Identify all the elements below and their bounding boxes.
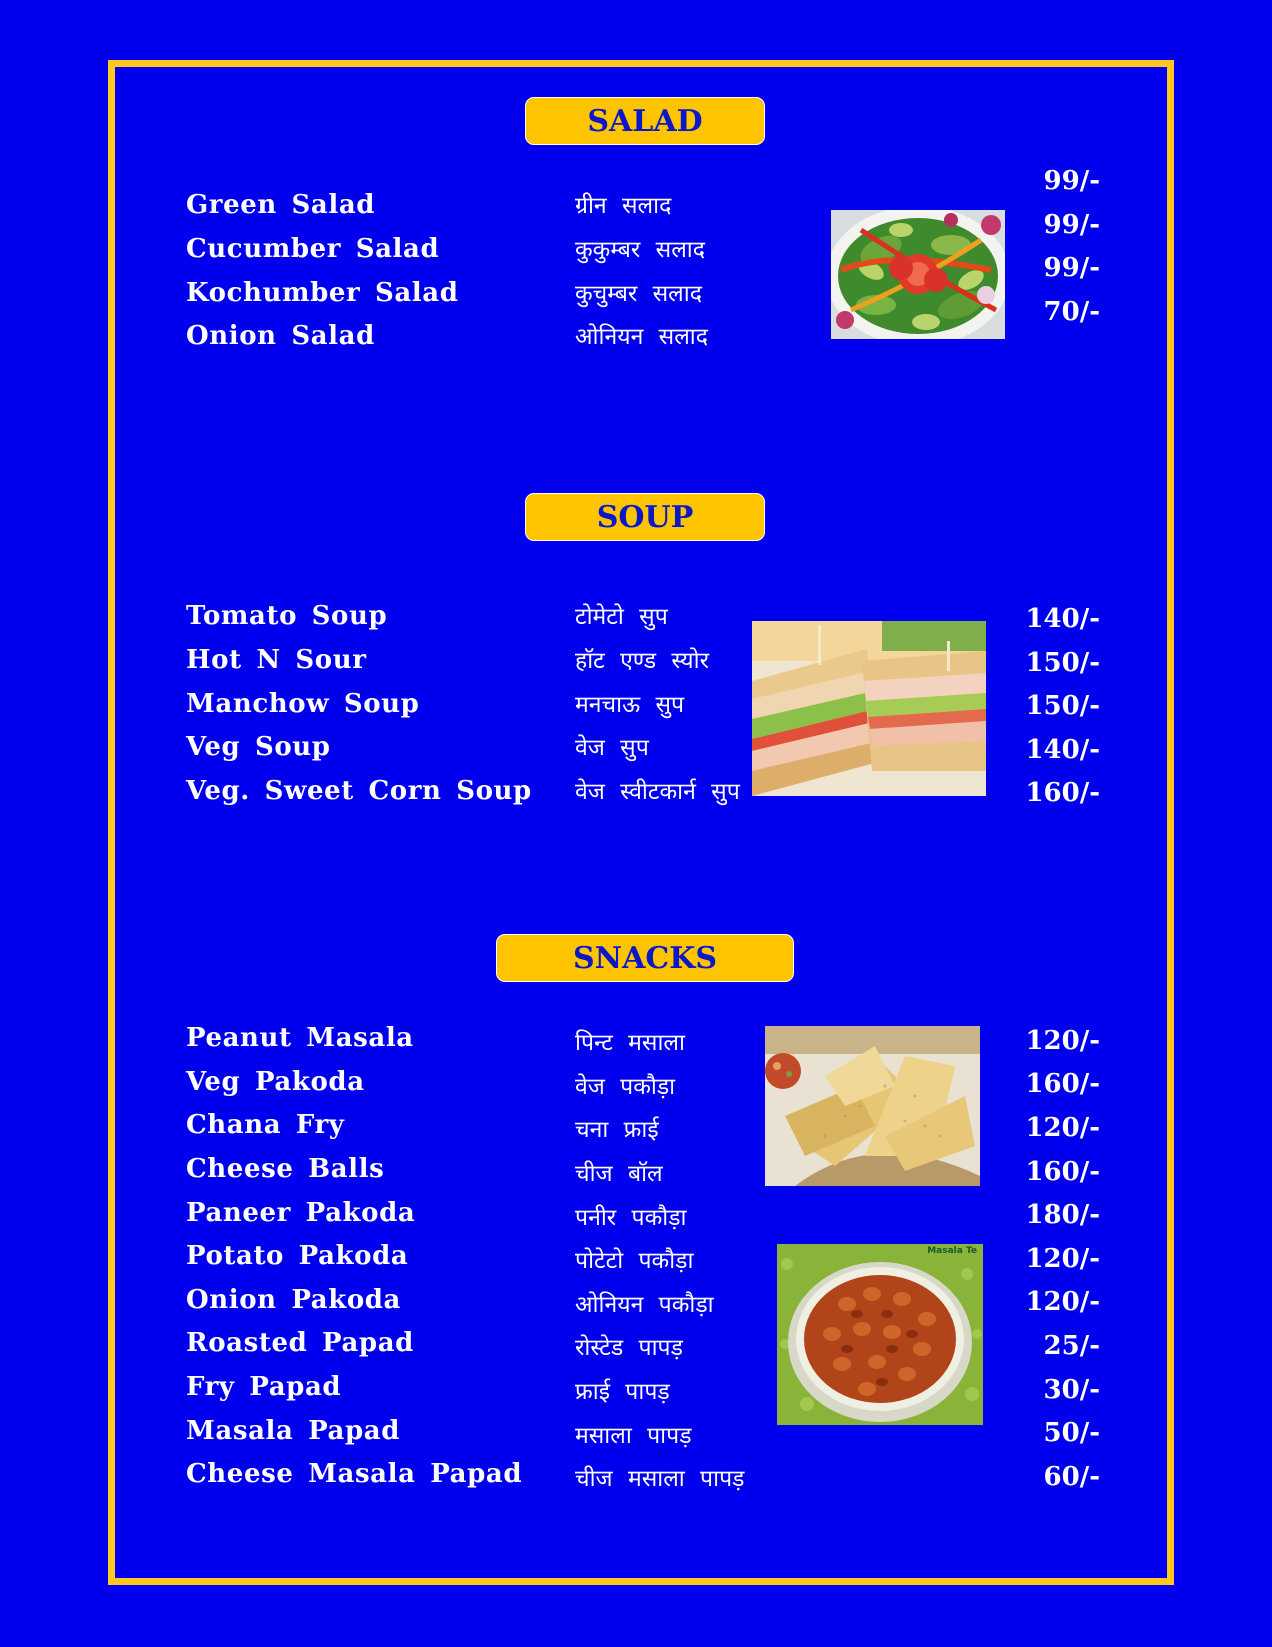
item-hindi-name: फ्राई पापड़	[575, 1379, 670, 1405]
item-name: Veg. Sweet Corn Soup	[186, 776, 532, 806]
item-hindi-name: पिन्ट मसाला	[575, 1030, 685, 1056]
item-name: Hot N Sour	[186, 645, 367, 675]
masala-peanuts-photo	[777, 1244, 983, 1425]
item-name: Manchow Soup	[186, 689, 420, 719]
item-name: Peanut Masala	[186, 1023, 414, 1053]
item-name: Veg Soup	[186, 732, 331, 762]
item-price: 150/-	[1025, 691, 1100, 721]
item-price: 25/-	[1043, 1331, 1100, 1361]
item-name: Paneer Pakoda	[186, 1198, 416, 1228]
item-name: Kochumber Salad	[186, 278, 459, 308]
item-price: 120/-	[1025, 1287, 1100, 1317]
item-price: 70/-	[1043, 297, 1100, 327]
item-price: 180/-	[1025, 1200, 1100, 1230]
item-price: 120/-	[1025, 1244, 1100, 1274]
item-name: Cheese Balls	[186, 1154, 385, 1184]
item-hindi-name: कुकुम्बर सलाद	[575, 237, 705, 263]
item-price: 60/-	[1043, 1462, 1100, 1492]
item-price: 140/-	[1025, 735, 1100, 765]
item-hindi-name: ओनियन सलाद	[575, 324, 708, 350]
item-price: 150/-	[1025, 648, 1100, 678]
item-hindi-name: मसाला पापड़	[575, 1423, 692, 1449]
item-name: Green Salad	[186, 190, 376, 220]
item-hindi-name: पनीर पकौड़ा	[575, 1205, 687, 1231]
item-name: Tomato Soup	[186, 601, 388, 631]
item-price: 30/-	[1043, 1375, 1100, 1405]
item-price: 50/-	[1043, 1418, 1100, 1448]
item-price: 120/-	[1025, 1026, 1100, 1056]
item-name: Onion Salad	[186, 321, 375, 351]
item-price: 160/-	[1025, 1157, 1100, 1187]
item-hindi-name: रोस्टेड पापड़	[575, 1335, 683, 1361]
item-name: Potato Pakoda	[186, 1241, 409, 1271]
item-hindi-name: वेज सुप	[575, 735, 649, 761]
item-hindi-name: कुचुम्बर सलाद	[575, 281, 702, 307]
item-hindi-name: मनचाऊ सुप	[575, 692, 685, 718]
section-title-soup: SOUP	[525, 493, 765, 541]
photo-watermark: Masala Te	[927, 1246, 977, 1256]
item-hindi-name: हॉट एण्ड स्योर	[575, 648, 709, 674]
item-name: Onion Pakoda	[186, 1285, 402, 1315]
item-price: 160/-	[1025, 1069, 1100, 1099]
item-hindi-name: पोटेटो पकौड़ा	[575, 1248, 694, 1274]
item-hindi-name: ओनियन पकौड़ा	[575, 1292, 714, 1318]
item-hindi-name: चीज बॉल	[575, 1161, 663, 1187]
section-title-snacks: SNACKS	[496, 934, 794, 982]
item-hindi-name: वेज स्वीटकार्न सुप	[575, 779, 740, 805]
item-name: Cucumber Salad	[186, 234, 440, 264]
item-hindi-name: चीज मसाला पापड़	[575, 1466, 745, 1492]
item-name: Masala Papad	[186, 1416, 400, 1446]
item-hindi-name: चना फ्राई	[575, 1117, 659, 1143]
item-price: 160/-	[1025, 778, 1100, 808]
item-price: 99/-	[1043, 253, 1100, 283]
item-name: Roasted Papad	[186, 1328, 414, 1358]
club-sandwich-photo	[752, 621, 986, 796]
section-title-salad: SALAD	[525, 97, 765, 145]
papad-photo	[765, 1026, 980, 1186]
item-name: Chana Fry	[186, 1110, 345, 1140]
item-price: 120/-	[1025, 1113, 1100, 1143]
item-price: 99/-	[1043, 166, 1100, 196]
salad-plate-photo	[831, 210, 1005, 339]
item-name: Cheese Masala Papad	[186, 1459, 523, 1489]
item-price: 99/-	[1043, 210, 1100, 240]
item-hindi-name: टोमेटो सुप	[575, 604, 668, 630]
item-hindi-name: ग्रीन सलाद	[575, 193, 672, 219]
item-price: 140/-	[1025, 604, 1100, 634]
item-hindi-name: वेज पकौड़ा	[575, 1074, 676, 1100]
item-name: Veg Pakoda	[186, 1067, 365, 1097]
item-name: Fry Papad	[186, 1372, 342, 1402]
